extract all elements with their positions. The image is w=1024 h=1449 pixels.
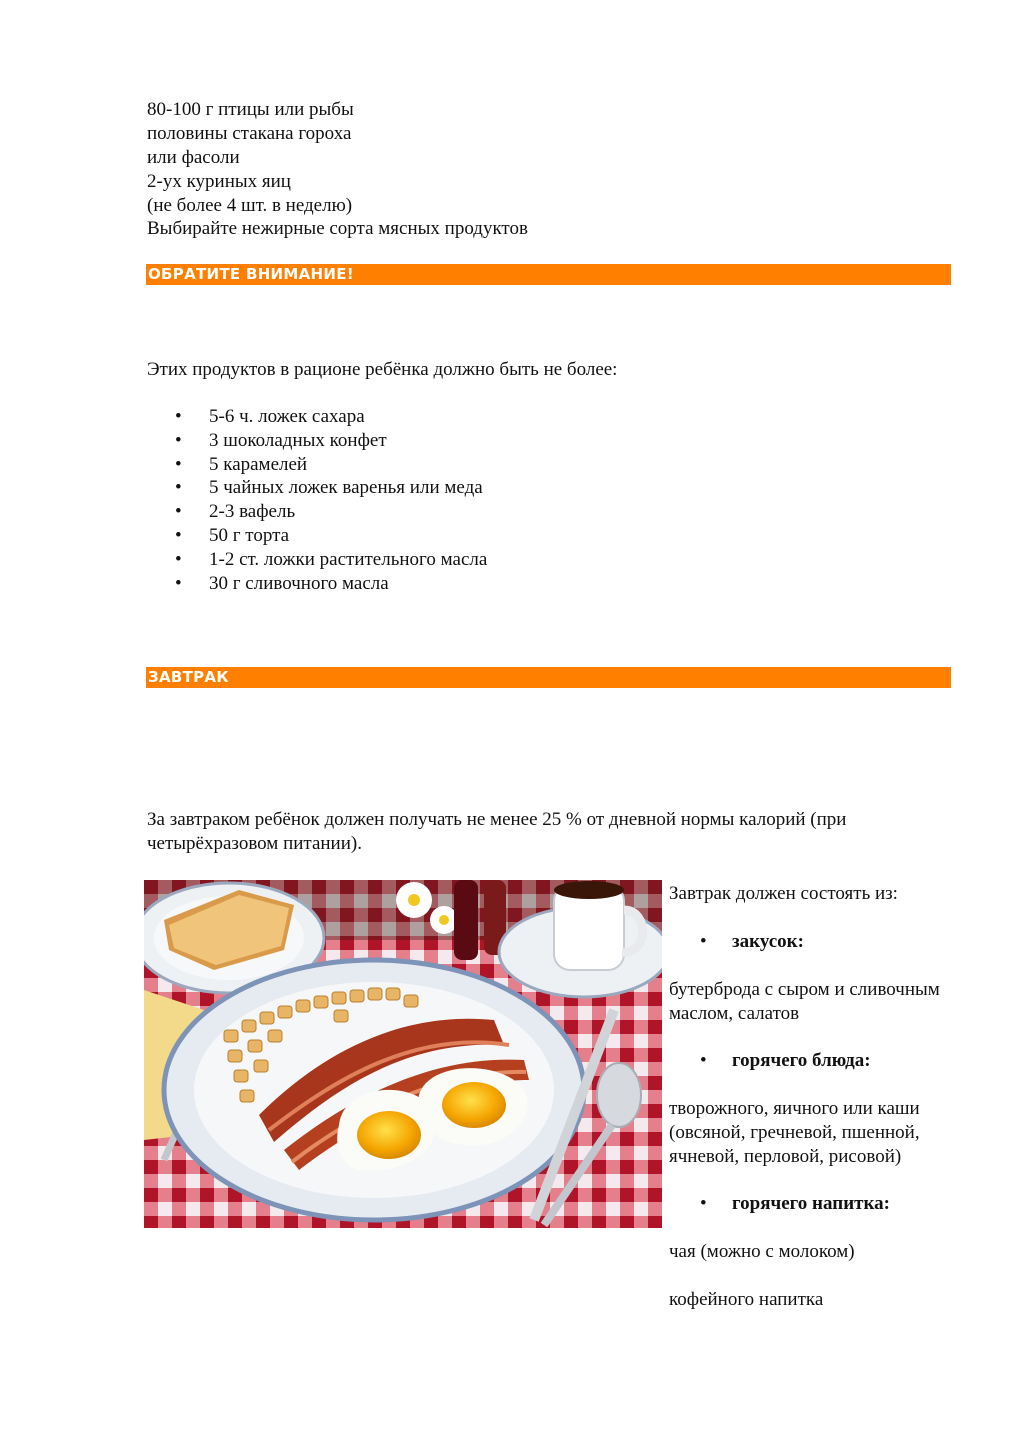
- breakfast-group-heading: [700, 930, 804, 954]
- list-item-text: 50 г торта: [209, 524, 290, 546]
- bullet-icon: •: [175, 406, 182, 427]
- list-item-text: 5 карамелей: [209, 453, 308, 475]
- section-heading-attention: ОБРАТИТЕ ВНИМАНИЕ!: [146, 264, 951, 285]
- bullet-icon: •: [700, 931, 707, 952]
- list-item-text: 1-2 ст. ложки растительного масла: [209, 548, 488, 570]
- list-item-text: 30 г сливочного масла: [209, 572, 389, 594]
- group-heading-text: горячего блюда:: [732, 1050, 871, 1071]
- breakfast-paragraph: За завтраком ребёнок должен получать не менее 25 % от дневной нормы калорий (при четырёхразовом питании).: [147, 809, 847, 854]
- list-item-text: 2-3 вафель: [209, 501, 296, 523]
- list-item: [147, 429, 487, 453]
- list-item-text: 5 чайных ложек варенья или меда: [209, 477, 483, 499]
- bullet-icon: •: [175, 524, 182, 546]
- bullet-icon: •: [175, 548, 182, 570]
- breakfast-group-text: бутерброда с сыром и сливочным маслом, салатов: [669, 979, 940, 1024]
- breakfast-photo: [144, 880, 662, 1228]
- section-heading-breakfast: ЗАВТРАК: [146, 667, 951, 688]
- bullet-icon: •: [175, 501, 182, 523]
- list-item: [147, 405, 487, 429]
- bullet-icon: •: [175, 572, 182, 594]
- group-heading-text: горячего напитка:: [732, 1193, 890, 1214]
- breakfast-side-intro: Завтрак должен состоять из:: [669, 883, 898, 904]
- intro-line: половины стакана гороха: [147, 123, 352, 144]
- bullet-icon: •: [175, 453, 182, 475]
- group-heading-text: закусок:: [732, 931, 804, 952]
- list-item: [147, 500, 487, 524]
- list-item: [147, 548, 487, 572]
- list-item: [147, 476, 487, 500]
- breakfast-group-text: чая (можно с молоком): [669, 1241, 855, 1262]
- list-item: [147, 524, 487, 548]
- bullet-icon: •: [175, 477, 182, 499]
- intro-line: (не более 4 шт. в неделю): [147, 195, 353, 216]
- limits-list: [147, 405, 487, 595]
- list-item-text: 3 шоколадных конфет: [209, 429, 387, 451]
- intro-line: или фасоли: [147, 147, 240, 168]
- breakfast-group-heading: [700, 1192, 890, 1216]
- intro-line: Выбирайте нежирные сорта мясных продуктов: [147, 218, 528, 239]
- intro-line: 80-100 г птицы или рыбы: [147, 99, 354, 120]
- intro-line: 2-ух куриных яиц: [147, 171, 291, 192]
- bullet-icon: •: [700, 1193, 707, 1214]
- bullet-icon: •: [175, 429, 182, 451]
- list-item: [147, 453, 487, 477]
- breakfast-group-text: творожного, яичного или каши (овсяной, гречневой, пшенной, ячневой, перловой, рисовой): [669, 1098, 920, 1167]
- bullet-icon: •: [700, 1050, 707, 1071]
- list-item-text: 5-6 ч. ложек сахара: [209, 406, 365, 427]
- section-lead: Этих продуктов в рационе ребёнка должно быть не более:: [147, 359, 618, 380]
- list-item: [147, 572, 487, 596]
- breakfast-group-heading: [700, 1049, 871, 1073]
- breakfast-last-line: кофейного напитка: [669, 1289, 824, 1310]
